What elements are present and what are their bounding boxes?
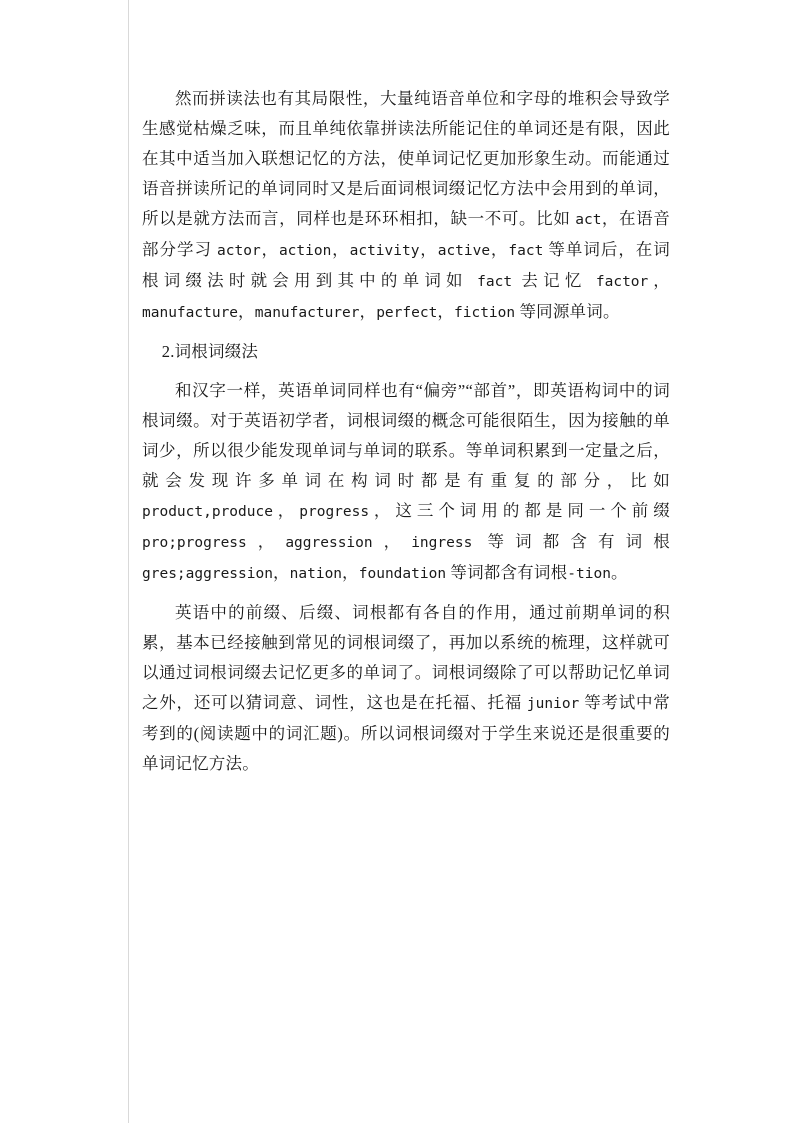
- latin-term: factor: [595, 274, 649, 290]
- latin-term: manufacturer: [254, 305, 360, 321]
- text-run: 等单词后，在词根词缀法时就会用到其中的单词如: [142, 240, 670, 290]
- text-run: ，: [419, 240, 438, 259]
- latin-term: action: [278, 243, 332, 259]
- latin-term: nation: [289, 566, 343, 582]
- text-run: 等同源单词。: [515, 302, 620, 321]
- latin-term: activity: [349, 243, 420, 259]
- text-run: ，: [272, 563, 290, 582]
- text-run: ，: [437, 302, 455, 321]
- text-run: 2.词根词缀法: [161, 342, 259, 361]
- text-run: 和汉字一样，英语单词同样也有“偏旁”“部首”，即英语构词中的词根词缀。对于英语初学者，词根词缀的概念可能很陌生，因为接触的单词少，所以很少能发现单词与单词的联系。等单词积累到一定量之后，就会发现许多单词在构词时都是有重复的部分，比如: [142, 381, 670, 490]
- latin-term: progress: [299, 504, 370, 520]
- text-run: ，: [342, 563, 359, 582]
- paragraph: [142, 376, 670, 589]
- paragraph: [142, 84, 670, 328]
- text-run: 等词都含有词根: [472, 532, 671, 551]
- latin-term: foundation: [358, 566, 447, 582]
- text-run: 等词都含有词根: [446, 563, 568, 582]
- text-run: ，这三个词用的都是同一个前缀: [369, 501, 670, 520]
- text-run: 然而拼读法也有其局限性，大量纯语音单位和字母的堆积会导致学生感觉枯燥乏味，而且单纯依靠拼读法所能记住的单词还是有限，因此在其中适当加入联想记忆的方法，使单词记忆更加形象生动。而能通过语音拼读所记的单词同时又是后面词根词缀记忆方法中会用到的单词，所以是就方法而言，同样也是环环相扣，缺一不可。比如: [142, 89, 670, 228]
- text-run: ，: [260, 240, 279, 259]
- latin-term: fact: [508, 243, 544, 259]
- text-run: ，: [272, 501, 300, 520]
- paragraph-spacer: [142, 330, 670, 337]
- latin-term: -tion: [567, 566, 611, 582]
- text-run: ，在语音部分学习: [142, 209, 670, 259]
- text-run: 去记忆: [512, 271, 596, 290]
- text-run: 英语中的前缀、后缀、词根都有各自的作用，通过前期单词的积累，基本已经接触到常见的词根词缀了，再加以系统的梳理，这样就可以通过词根词缀去记忆更多的单词了。词根词缀除了可以帮助记忆单词之外，还可以猜词意、词性，这也是在托福、托福: [142, 603, 670, 712]
- latin-term: perfect: [376, 305, 438, 321]
- latin-term: junior: [526, 696, 580, 712]
- latin-term: active: [437, 243, 491, 259]
- document-body: [142, 84, 670, 781]
- latin-term: fact: [477, 274, 513, 290]
- paragraph-spacer: [142, 369, 670, 376]
- text-run: ，: [359, 302, 377, 321]
- latin-term: act: [575, 212, 602, 228]
- text-run: ，: [372, 532, 412, 551]
- text-run: 。: [610, 563, 628, 582]
- latin-term: actor: [217, 243, 261, 259]
- latin-term: pro;progress: [142, 535, 247, 551]
- text-run: ，: [238, 302, 255, 321]
- latin-term: aggression: [285, 535, 373, 551]
- text-run: 等考试中常考到的(阅读题中的词汇题)。所以词根词缀对于学生来说还是很重要的单词记忆方法。: [142, 693, 670, 773]
- paragraph: [142, 598, 670, 779]
- paragraph-spacer: [142, 591, 670, 598]
- text-run: ，: [331, 240, 350, 259]
- paragraph-heading: [142, 337, 670, 367]
- page-left-rule: [128, 0, 129, 1123]
- text-run: ，: [490, 240, 509, 259]
- latin-term: gres;aggression: [142, 566, 273, 582]
- latin-term: fiction: [454, 305, 516, 321]
- latin-term: product,produce: [142, 504, 273, 520]
- latin-term: manufacture: [142, 305, 239, 321]
- latin-term: ingress: [411, 535, 473, 551]
- text-run: ，: [648, 271, 670, 290]
- text-run: ，: [246, 532, 286, 551]
